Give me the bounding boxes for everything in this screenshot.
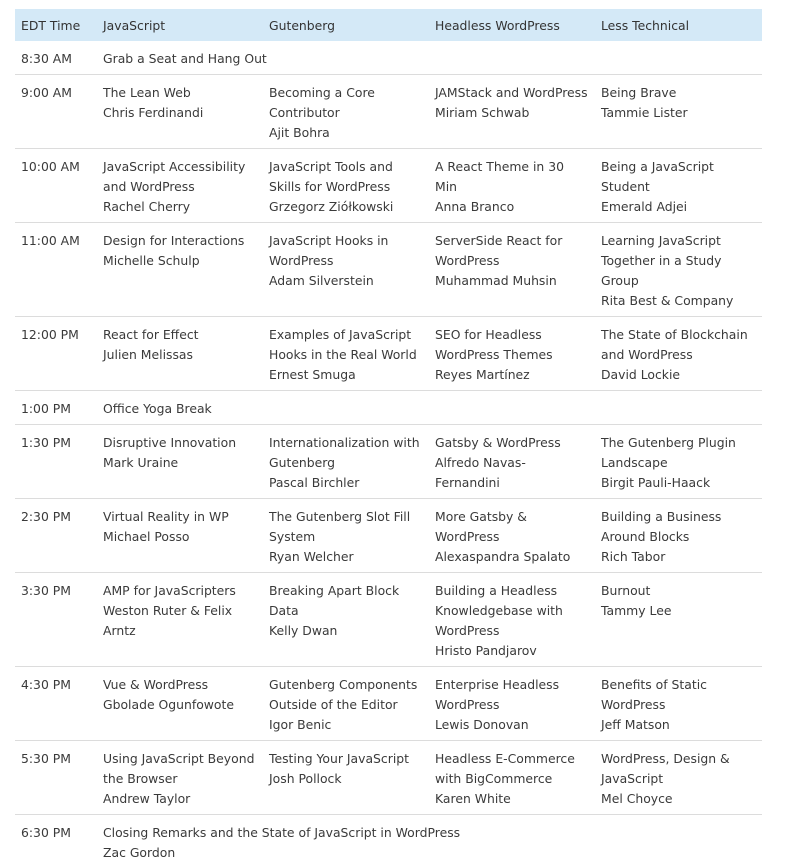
time-cell: 3:30 PM bbox=[15, 573, 97, 667]
session-title: Disruptive Innovation bbox=[103, 433, 257, 453]
time-cell: 12:00 PM bbox=[15, 317, 97, 391]
session-speaker: Rich Tabor bbox=[601, 547, 756, 567]
session-speaker: Karen White bbox=[435, 789, 589, 809]
session-cell bbox=[263, 75, 429, 149]
time-cell: 1:30 PM bbox=[15, 425, 97, 499]
session-title: Learning JavaScript Together in a Study Group bbox=[601, 231, 756, 291]
session-title: Building a Business Around Blocks bbox=[601, 507, 756, 547]
schedule-container bbox=[15, 9, 762, 868]
table-row bbox=[15, 149, 762, 223]
session-title: The Gutenberg Slot Fill System bbox=[269, 507, 423, 547]
header-time: EDT Time bbox=[15, 9, 97, 41]
session-title: Grab a Seat and Hang Out bbox=[103, 49, 756, 69]
header-gutenberg: Gutenberg bbox=[263, 9, 429, 41]
session-cell bbox=[429, 75, 595, 149]
session-cell bbox=[263, 667, 429, 741]
session-title: Office Yoga Break bbox=[103, 399, 756, 419]
session-cell bbox=[263, 223, 429, 317]
session-title: Virtual Reality in WP bbox=[103, 507, 257, 527]
header-headless-wordpress: Headless WordPress bbox=[429, 9, 595, 41]
time-cell: 6:30 PM bbox=[15, 815, 97, 868]
session-cell bbox=[97, 815, 762, 868]
session-title: Vue & WordPress bbox=[103, 675, 257, 695]
session-title: A React Theme in 30 Min bbox=[435, 157, 589, 197]
time-cell: 8:30 AM bbox=[15, 41, 97, 75]
session-title: ServerSide React for WordPress bbox=[435, 231, 589, 271]
session-title: SEO for Headless WordPress Themes bbox=[435, 325, 589, 365]
session-title: The Lean Web bbox=[103, 83, 257, 103]
session-title: AMP for JavaScripters bbox=[103, 581, 257, 601]
session-title: The Gutenberg Plugin Landscape bbox=[601, 433, 756, 473]
session-cell bbox=[429, 741, 595, 815]
session-cell bbox=[97, 391, 762, 425]
session-title: Design for Interactions bbox=[103, 231, 257, 251]
session-speaker: Miriam Schwab bbox=[435, 103, 589, 123]
session-title: WordPress, Design & JavaScript bbox=[601, 749, 756, 789]
session-title: Using JavaScript Beyond the Browser bbox=[103, 749, 257, 789]
session-speaker: Hristo Pandjarov bbox=[435, 641, 589, 661]
session-title: Testing Your JavaScript bbox=[269, 749, 423, 769]
session-cell bbox=[97, 425, 263, 499]
header-javascript: JavaScript bbox=[97, 9, 263, 41]
session-speaker: Rita Best & Company bbox=[601, 291, 756, 311]
session-speaker: Muhammad Muhsin bbox=[435, 271, 589, 291]
session-title: Burnout bbox=[601, 581, 756, 601]
session-speaker: Mel Choyce bbox=[601, 789, 756, 809]
session-speaker: Ernest Smuga bbox=[269, 365, 423, 385]
session-title: Closing Remarks and the State of JavaScript in WordPress bbox=[103, 823, 756, 843]
session-speaker: Igor Benic bbox=[269, 715, 423, 735]
session-title: JAMStack and WordPress bbox=[435, 83, 589, 103]
session-speaker: Adam Silverstein bbox=[269, 271, 423, 291]
session-title: Being a JavaScript Student bbox=[601, 157, 756, 197]
session-cell bbox=[429, 149, 595, 223]
session-title: JavaScript Accessibility and WordPress bbox=[103, 157, 257, 197]
schedule-table bbox=[15, 9, 762, 868]
session-title: Being Brave bbox=[601, 83, 756, 103]
session-cell bbox=[595, 75, 762, 149]
table-row bbox=[15, 391, 762, 425]
session-cell bbox=[595, 223, 762, 317]
session-speaker: Gbolade Ogunfowote bbox=[103, 695, 257, 715]
session-cell bbox=[97, 75, 263, 149]
session-speaker: Josh Pollock bbox=[269, 769, 423, 789]
time-cell: 4:30 PM bbox=[15, 667, 97, 741]
session-cell bbox=[429, 573, 595, 667]
session-cell bbox=[97, 223, 263, 317]
time-cell: 9:00 AM bbox=[15, 75, 97, 149]
session-cell bbox=[97, 41, 762, 75]
session-cell bbox=[595, 741, 762, 815]
session-cell bbox=[429, 667, 595, 741]
session-speaker: Tammie Lister bbox=[601, 103, 756, 123]
session-speaker: Tammy Lee bbox=[601, 601, 756, 621]
session-cell bbox=[263, 149, 429, 223]
session-cell bbox=[97, 741, 263, 815]
session-speaker: Alfredo Navas-Fernandini bbox=[435, 453, 589, 493]
session-speaker: Andrew Taylor bbox=[103, 789, 257, 809]
session-cell bbox=[97, 667, 263, 741]
session-speaker: Jeff Matson bbox=[601, 715, 756, 735]
session-title: The State of Blockchain and WordPress bbox=[601, 325, 756, 365]
session-speaker: Julien Melissas bbox=[103, 345, 257, 365]
session-cell bbox=[595, 573, 762, 667]
table-row bbox=[15, 223, 762, 317]
session-speaker: Emerald Adjei bbox=[601, 197, 756, 217]
session-title: Gatsby & WordPress bbox=[435, 433, 589, 453]
session-speaker: Ajit Bohra bbox=[269, 123, 423, 143]
session-cell bbox=[97, 573, 263, 667]
session-speaker: Anna Branco bbox=[435, 197, 589, 217]
session-speaker: Rachel Cherry bbox=[103, 197, 257, 217]
session-speaker: Alexaspandra Spalato bbox=[435, 547, 589, 567]
session-cell bbox=[595, 667, 762, 741]
table-row bbox=[15, 425, 762, 499]
session-speaker: Zac Gordon bbox=[103, 843, 756, 863]
session-cell bbox=[263, 425, 429, 499]
session-title: More Gatsby & WordPress bbox=[435, 507, 589, 547]
session-cell bbox=[429, 223, 595, 317]
time-cell: 1:00 PM bbox=[15, 391, 97, 425]
header-row bbox=[15, 9, 762, 41]
time-cell: 10:00 AM bbox=[15, 149, 97, 223]
session-cell bbox=[97, 499, 263, 573]
session-speaker: Michelle Schulp bbox=[103, 251, 257, 271]
table-row bbox=[15, 499, 762, 573]
session-title: Headless E-Commerce with BigCommerce bbox=[435, 749, 589, 789]
table-row bbox=[15, 815, 762, 868]
session-cell bbox=[263, 317, 429, 391]
session-speaker: Birgit Pauli-Haack bbox=[601, 473, 756, 493]
session-title: JavaScript Hooks in WordPress bbox=[269, 231, 423, 271]
session-cell bbox=[429, 425, 595, 499]
time-cell: 2:30 PM bbox=[15, 499, 97, 573]
session-title: Breaking Apart Block Data bbox=[269, 581, 423, 621]
schedule-body bbox=[15, 41, 762, 868]
session-speaker: Weston Ruter & Felix Arntz bbox=[103, 601, 257, 641]
session-cell bbox=[595, 425, 762, 499]
session-title: Becoming a Core Contributor bbox=[269, 83, 423, 123]
session-speaker: Reyes Martínez bbox=[435, 365, 589, 385]
session-cell bbox=[595, 317, 762, 391]
session-cell bbox=[263, 573, 429, 667]
session-speaker: Kelly Dwan bbox=[269, 621, 423, 641]
session-title: React for Effect bbox=[103, 325, 257, 345]
header-less-technical: Less Technical bbox=[595, 9, 762, 41]
session-title: Internationalization with Gutenberg bbox=[269, 433, 423, 473]
session-title: Building a Headless Knowledgebase with WordPress bbox=[435, 581, 589, 641]
session-speaker: Michael Posso bbox=[103, 527, 257, 547]
table-row bbox=[15, 75, 762, 149]
session-cell bbox=[263, 499, 429, 573]
session-cell bbox=[595, 149, 762, 223]
table-row bbox=[15, 41, 762, 75]
time-cell: 5:30 PM bbox=[15, 741, 97, 815]
session-speaker: Lewis Donovan bbox=[435, 715, 589, 735]
session-speaker: Grzegorz Ziółkowski bbox=[269, 197, 423, 217]
time-cell: 11:00 AM bbox=[15, 223, 97, 317]
table-row bbox=[15, 741, 762, 815]
session-speaker: Mark Uraine bbox=[103, 453, 257, 473]
session-title: Gutenberg Components Outside of the Editor bbox=[269, 675, 423, 715]
session-cell bbox=[429, 317, 595, 391]
session-title: Enterprise Headless WordPress bbox=[435, 675, 589, 715]
table-row bbox=[15, 317, 762, 391]
session-cell bbox=[263, 741, 429, 815]
session-speaker: David Lockie bbox=[601, 365, 756, 385]
table-row bbox=[15, 573, 762, 667]
session-speaker: Chris Ferdinandi bbox=[103, 103, 257, 123]
session-title: JavaScript Tools and Skills for WordPress bbox=[269, 157, 423, 197]
table-row bbox=[15, 667, 762, 741]
session-cell bbox=[97, 149, 263, 223]
session-title: Benefits of Static WordPress bbox=[601, 675, 756, 715]
session-cell bbox=[595, 499, 762, 573]
session-cell bbox=[97, 317, 263, 391]
session-cell bbox=[429, 499, 595, 573]
session-speaker: Ryan Welcher bbox=[269, 547, 423, 567]
session-title: Examples of JavaScript Hooks in the Real World bbox=[269, 325, 423, 365]
session-speaker: Pascal Birchler bbox=[269, 473, 423, 493]
